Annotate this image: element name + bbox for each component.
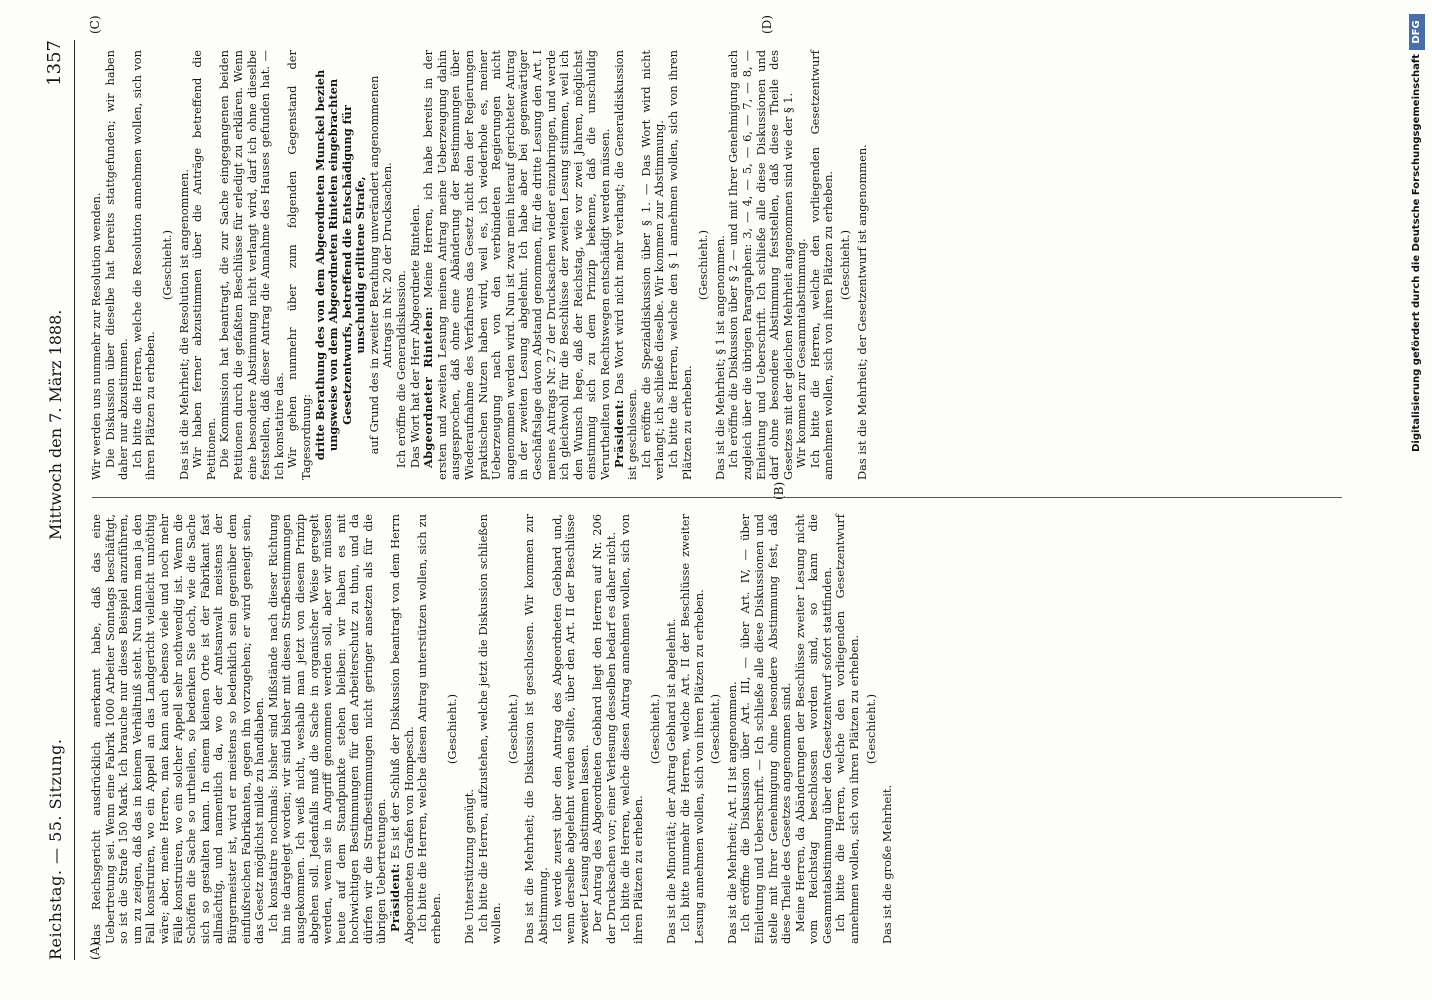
agenda-item-tail: auf Grund des in zweiter Berathung unverändert angenommenen Antrags in Nr. 20 der Drucksachen. [366,75,395,455]
paragraph: Ich bitte nunmehr die Herren, welche Art. II der Beschlüsse zweiter Lesung annehmen wollen, sich von ihren Plätzen zu erheben. [677,514,706,944]
president-paragraph [389,514,416,944]
page-header [44,40,75,960]
stage-direction: (Geschieht.) [159,229,174,301]
paragraph: Ich bitte die Herren, welche diesen Antrag annehmen wollen, sich von ihren Plätzen zu erheben. [617,514,646,944]
dfg-logo: DFG [1409,14,1425,50]
speaker-text: Meine Herren, ich habe bereits in der ersten und zweiten Lesung meinen Antrag meine Ueberzeugung dahin ausgesprochen, daß ohne eine Abänderung der Bestimmungen über Wiederaufnahme des Verfahrens das Gesetz nicht den der Regierungen praktischen Nutzen haben wird, weil es, ich wiederhole es, meiner Ueberzeugung nach von den verbündeten Regierungen nicht angenommen werden wird. Nun ist zwar mein hierauf gerichteter Antrag in der zweiten Lesung abgelehnt. Ich habe aber bei gegenwärtiger Geschäftslage davon Abstand genommen, für die dritte Lesung den Art. I meines Antrags Nr. 27 der Drucksachen wieder einzubringen, und werde ich gleichwohl für die Beschlüsse der zweiten Lesung stimmen, weil ich den Wunsch hege, daß der Reichstag, wie vor zwei Jahren, möglichst einstimmig sich zu dem Prinzip bekenne, daß die unschuldig Verurtheilten von Rechtswegen entschädigt werden müssen. [421,49,612,480]
speaker-text: Das Wort wird nicht mehr verlangt; die Generaldiskussion ist geschlossen. [611,50,640,480]
stage-direction: (Geschieht.) [445,693,460,765]
margin-mark-a: (A) [88,941,102,960]
paragraph: Ich bitte die Herren, welche den vorliegenden Gesetzentwurf annehmen wollen, sich von ihren Plätzen zu erheben. [833,514,862,944]
paragraph: Ich eröffne die Generaldiskussion. [394,270,409,468]
paragraph: Ich bitte die Herren, aufzustehen, welche jetzt die Diskussion schließen wollen. [475,514,504,944]
paragraph: Wir gehen nunmehr über zum folgenden Gegenstand der Tagesordnung: [285,50,313,480]
speaker-label: Präsident: [611,399,626,468]
paragraph: Die Kommission hat beantragt, die zur Sache eingegangenen beiden Petitionen durch die gefaßten Beschlüsse für erledigt zu erklären. Wenn eine besondere Abstimmung nicht verlangt wird, darf ich ohne dieselbe feststellen, daß dieser Antrag die Annahme des Hauses gefunden hat. — Ich konstatire das. [217,50,286,480]
paragraph: Die Diskussion über dieselbe hat bereits stattgefunden; wir haben daher nur abzustimmen. [102,50,131,480]
speaker-paragraph [422,50,612,480]
paragraph: Ich eröffne die Diskussion über § 2 — und mit Ihrer Genehmigung auch zugleich über die übrigen Paragraphen: 3, — 4, — 5, — 6, — 7, — 8, — Einleitung und Ueberschrift. Ich schließe alle diese Diskussionen und darf ohne besondere Abstimmung feststellen, daß diese Theile des Gesetzes mit der gleichen Mehrheit angenommen sind wie der § 1. [726,50,795,480]
paragraph: Wir werden uns nunmehr zur Resolution wenden. [89,192,103,480]
paragraph: Das Wort hat der Herr Abgeordnete Rintelen. [407,204,422,468]
stage-direction: (Geschieht.) [708,693,723,765]
paragraph: Ich bitte die Herren, welche den vorliegenden Gesetzentwurf annehmen wollen, sich von ihren Plätzen zu erheben. [807,50,836,480]
margin-mark-d: (D) [760,15,774,34]
paragraph: Ich konstatire nochmals: bisher sind Mißstände nach dieser Richtung hin nie dargelegt worden; wir sind bisher mit diesen Strafbestimmungen ausgekommen. Ich weiß nicht, weshalb man jetzt von diesem Prinzip abgehen soll. Jedenfalls muß die Sache in organischer Weise geregelt werden, wenn sie in Angriff genommen werden soll, aber wir müssen heute auf dem Standpunkte stehen bleiben: wir haben es mit hochwichtigen Bestimmungen für den Arbeiterschutz zu thun, und da dürfen wir die Strafbestimmungen nicht geringer ansetzen als für die übrigen Uebertretungen. [265,514,389,944]
header-session: Reichstag. — 55. Sitzung. [46,738,65,960]
paragraph: Ich bitte die Herren, welche den § 1 annehmen wollen, sich von ihren Plätzen zu erheben. [665,50,694,480]
speaker-label: Abgeordneter Rintelen: [421,306,436,468]
paragraph: Das ist die Mehrheit; die Diskussion ist geschlossen. Wir kommen zur Abstimmung. [522,514,550,944]
left-column [90,514,1350,944]
paragraph: Das ist die Mehrheit; der Gesetzentwurf ist angenommen. [854,144,869,480]
margin-mark-c: (C) [88,15,102,34]
paragraph: Das ist die Mehrheit; § 1 ist angenommen. [712,235,727,480]
stage-direction: (Geschieht.) [863,693,878,765]
speaker-text: Es ist der Schluß der Diskussion beantragt von dem Herrn Abgeordneten Grafen von Hompesch. [388,514,416,944]
paragraph: Ich eröffne die Spezialdiskussion über § 1. — Das Wort wird nicht verlangt; ich schließe dieselbe. Wir kommen zur Abstimmung. [638,50,667,480]
margin-mark-b: (B) [772,481,786,500]
paragraph: Die Unterstützung genügt. [462,789,477,944]
speaker-label: Präsident: [388,863,403,932]
stage-direction: (Geschieht.) [505,693,520,765]
paragraph: Der Antrag des Abgeordneten Gebhard liegt den Herren auf Nr. 206 der Drucksachen vor; einer Verlesung desselben bedarf es daher nicht. [590,514,618,944]
paragraph: Das ist die große Mehrheit. [880,784,895,944]
right-column [90,50,1350,480]
paragraph: Das ist die Mehrheit; Art. II ist angenommen. [724,681,739,944]
paragraph: Wir haben ferner abzustimmen über die Anträge betreffend die Petitionen. [190,50,218,480]
stage-direction: (Geschieht.) [696,229,711,301]
digitization-footer [1405,0,1432,1000]
stage-direction: (Geschieht.) [647,693,662,765]
paragraph: Ich werde zuerst über den Antrag des Abgeordneten Gebhard und, wenn derselbe abgelehnt werden sollte, über den Art. II der Beschlüsse zweiter Lesung abstimmen lassen. [549,514,591,944]
paragraph: Das ist die Minorität; der Antrag Gebhard ist abgelehnt. [664,618,679,944]
president-paragraph [613,50,640,480]
paragraph: Meine Herren, da Abänderungen der Beschlüsse zweiter Lesung nicht vom Reichstag beschlossen worden sind, so kann die Gesammtabstimmung über den Gesetzentwurf sofort stattfinden. [792,514,834,944]
stage-direction: (Geschieht.) [838,229,853,301]
paragraph: Ich eröffne die Diskussion über Art. III, — über Art. IV, — über Einleitung und Ueberschrift. — Ich schließe alle diese Diskussionen und stelle mit Ihrer Genehmigung ohne besondere Abstimmung fest, daß diese Theile des Gesetzes angenommen sind. [738,514,794,944]
paragraph: das Reichsgericht ausdrücklich anerkannt habe, daß das eine Uebertretung sei. Wenn eine Fabrik 1000 Arbeiter Sonntags beschäftigt, so ist die Strafe 150 Mark. Ich brauche nur dieses Beispiel anzuführen, um zu zeigen, daß das in keinem Verhältniß steht. Nun kann man ja den Fall konstruiren, wo ein Appell an das Landgericht vielleicht unnöthig wäre; aber, meine Herren, man kann auch ebenso viele und noch mehr Fälle konstruiren, wo ein solcher Appell sehr nothwendig ist. Wenn die Schöffen die Sache so urtheilen, so bedenken Sie doch, wie die Sache sich so gestalten kann. In einem kleinen Orte ist der Fabrikant fast allmächtig, und namentlich da, wo der Amtsanwalt meistens der Bürgermeister ist, wird er meistens so bedenklich sein gegenüber dem einflußreichen Fabrikanten, gegen ihn vorzugehen; er wird geneigt sein, das Gesetz möglichst milde zu handhaben. [89,514,267,944]
funding-credit: Digitalisierung gefördert durch die Deutsche Forschungsgemeinschaft [1411,54,1422,452]
paragraph: Das ist die Mehrheit; die Resolution ist angenommen. [176,169,191,480]
header-date: Mittwoch den 7. März 1888. [46,309,65,540]
column-divider [92,497,1342,498]
paragraph: Ich bitte die Herren, welche die Resolution annehmen wollen, sich von ihren Plätzen zu erheben. [129,50,158,480]
paragraph: Wir kommen zur Gesammtabstimmung. [794,238,809,468]
page-number: 1357 [44,40,65,86]
paragraph: Ich bitte die Herren, welche diesen Antrag unterstützen wollen, sich zu erheben. [415,514,443,944]
agenda-item: dritte Berathung des von dem Abgeordneten Munckel bezieh ungsweise von dem Abgeordneten Rintelen eingebrachten Gesetzentwurfs, betreffend die Entschädigung für unschuldig erlittene Strafe, [312,69,368,461]
